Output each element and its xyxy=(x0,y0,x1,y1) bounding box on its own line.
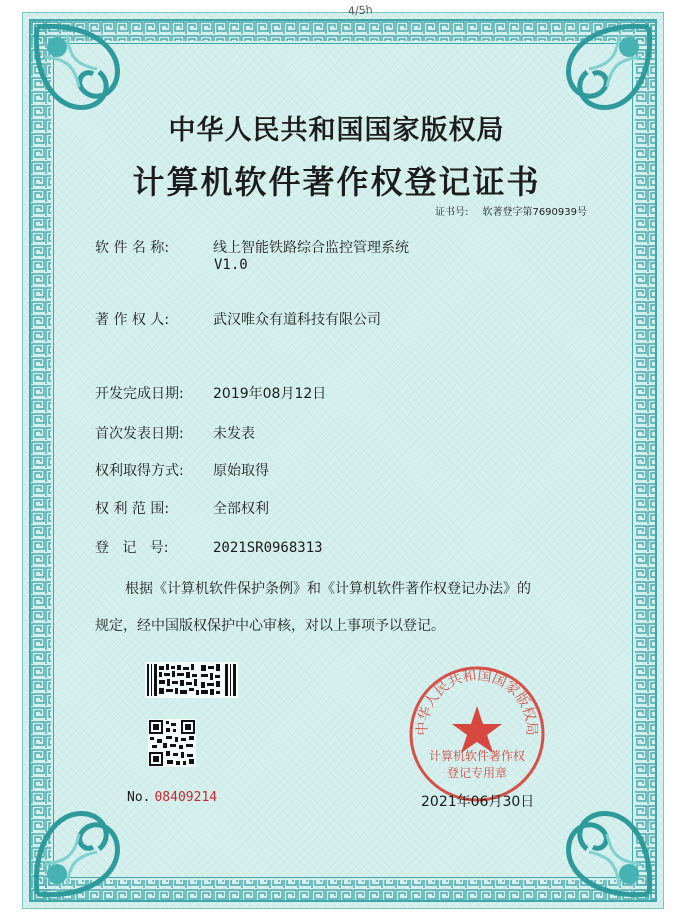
rights-scope-label: 权 利 范 围: xyxy=(95,501,170,517)
first-publication-row xyxy=(95,423,255,443)
seal-arc-text: 中华人民共和国国家版权局 xyxy=(414,667,540,736)
registration-basis xyxy=(95,571,610,645)
completion-date-row xyxy=(95,383,326,403)
certificate-title: 计算机软件著作权登记证书 xyxy=(132,163,541,201)
rights-scope-row xyxy=(95,498,269,518)
serial-number-value: 08409214 xyxy=(154,790,218,805)
corner-ornament-bottom-left xyxy=(27,794,137,904)
corner-ornament-bottom-right xyxy=(549,794,659,904)
completion-date-label: 开发完成日期: xyxy=(95,386,184,402)
handwritten-note: 4/5h xyxy=(347,3,374,18)
acquisition-method-label: 权利取得方式: xyxy=(95,463,184,479)
registration-number-value: 2021SR0968313 xyxy=(213,540,323,556)
barcode xyxy=(145,662,238,698)
copyright-holder-row xyxy=(95,309,381,329)
software-name-value: 线上智能铁路综合监控管理系统 xyxy=(213,240,409,256)
software-name-label: 软 件 名 称: xyxy=(95,240,170,256)
software-name-row xyxy=(95,237,409,257)
copyright-holder-value: 武汉唯众有道科技有限公司 xyxy=(213,312,381,328)
software-version: V1.0 xyxy=(214,257,248,273)
copyright-holder-label: 著 作 权 人: xyxy=(95,312,170,328)
registration-number-label: 登 记 号: xyxy=(95,540,169,556)
basis-line-2: 规定，经中国版权保护中心审核，对以上事项予以登记。 xyxy=(95,618,445,634)
rights-scope-value: 全部权利 xyxy=(213,501,269,517)
first-publication-label: 首次发表日期: xyxy=(95,426,184,442)
certificate-number-label: 证书号: xyxy=(435,207,469,218)
basis-line-1: 根据《计算机软件保护条例》和《计算机软件著作权登记办法》的 xyxy=(125,581,531,597)
seal-line-2: 登记专用章 xyxy=(446,766,507,780)
issue-date: 2021年06月30日 xyxy=(421,794,535,810)
completion-date-value: 2019年08月12日 xyxy=(213,386,327,402)
serial-number xyxy=(127,790,217,805)
serial-prefix: No. xyxy=(127,790,151,805)
certificate-number xyxy=(435,203,587,218)
registration-number-row xyxy=(95,537,323,557)
seal-line-1: 计算机软件著作权 xyxy=(428,749,525,763)
official-seal xyxy=(407,664,547,804)
certificate-number-value: 软著登字第7690939号 xyxy=(482,207,587,218)
acquisition-method-row xyxy=(95,460,269,480)
issuing-authority: 中华人民共和国国家版权局 xyxy=(168,115,505,146)
qr-code xyxy=(148,719,196,767)
acquisition-method-value: 原始取得 xyxy=(213,463,269,479)
first-publication-value: 未发表 xyxy=(213,426,255,442)
